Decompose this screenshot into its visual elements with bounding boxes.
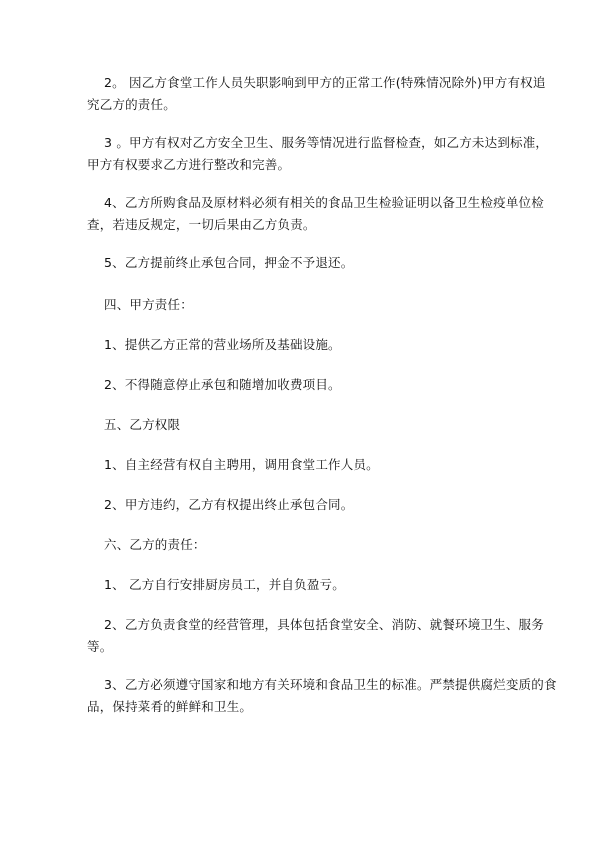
paragraph-party-b-duty-3: 3、乙方必须遵守国家和地方有关环境和食品卫生的标准。严禁提供腐烂变质的食品，保持菜肴的鲜鲜和卫生。 — [87, 677, 557, 714]
section-heading-party-b-rights: 五、乙方权限 — [104, 417, 181, 432]
paragraph-party-b-duty-1: 1、 乙方自行安排厨房员工，并自负盈亏。 — [104, 577, 345, 592]
paragraph-party-b-duty-2: 2、乙方负责食堂的经营管理，具体包括食堂安全、消防、就餐环境卫生、服务等。 — [87, 617, 544, 654]
section-heading-party-b-duties: 六、乙方的责任： — [104, 537, 206, 552]
paragraph-item-3-inspection: 3 。甲方有权对乙方安全卫生、服务等情况进行监督检查，如乙方未达到标准，甲方有权要求乙方进行整改和完善。 — [87, 135, 549, 172]
paragraph-party-a-duty-2: 2、不得随意停止承包和随增加收费项目。 — [104, 377, 341, 392]
paragraph-item-2-liability: 2。 因乙方食堂工作人员失职影响到甲方的正常工作(特殊情况除外)甲方有权追究乙方的责任。 — [87, 75, 546, 112]
section-heading-party-a-duties: 四、甲方责任： — [104, 297, 193, 312]
paragraph-party-b-right-1: 1、自主经营有权自主聘用，调用食堂工作人员。 — [104, 457, 379, 472]
paragraph-party-b-right-2: 2、甲方违约，乙方有权提出终止承包合同。 — [104, 497, 354, 512]
paragraph-item-5-deposit: 5、乙方提前终止承包合同，押金不予退还。 — [104, 255, 354, 270]
paragraph-item-4-food-certificate: 4、乙方所购食品及原材料必须有相关的食品卫生检验证明以备卫生检疫单位检查，若违反规定，一切后果由乙方负责。 — [87, 195, 544, 232]
paragraph-party-a-duty-1: 1、提供乙方正常的营业场所及基础设施。 — [104, 337, 341, 352]
